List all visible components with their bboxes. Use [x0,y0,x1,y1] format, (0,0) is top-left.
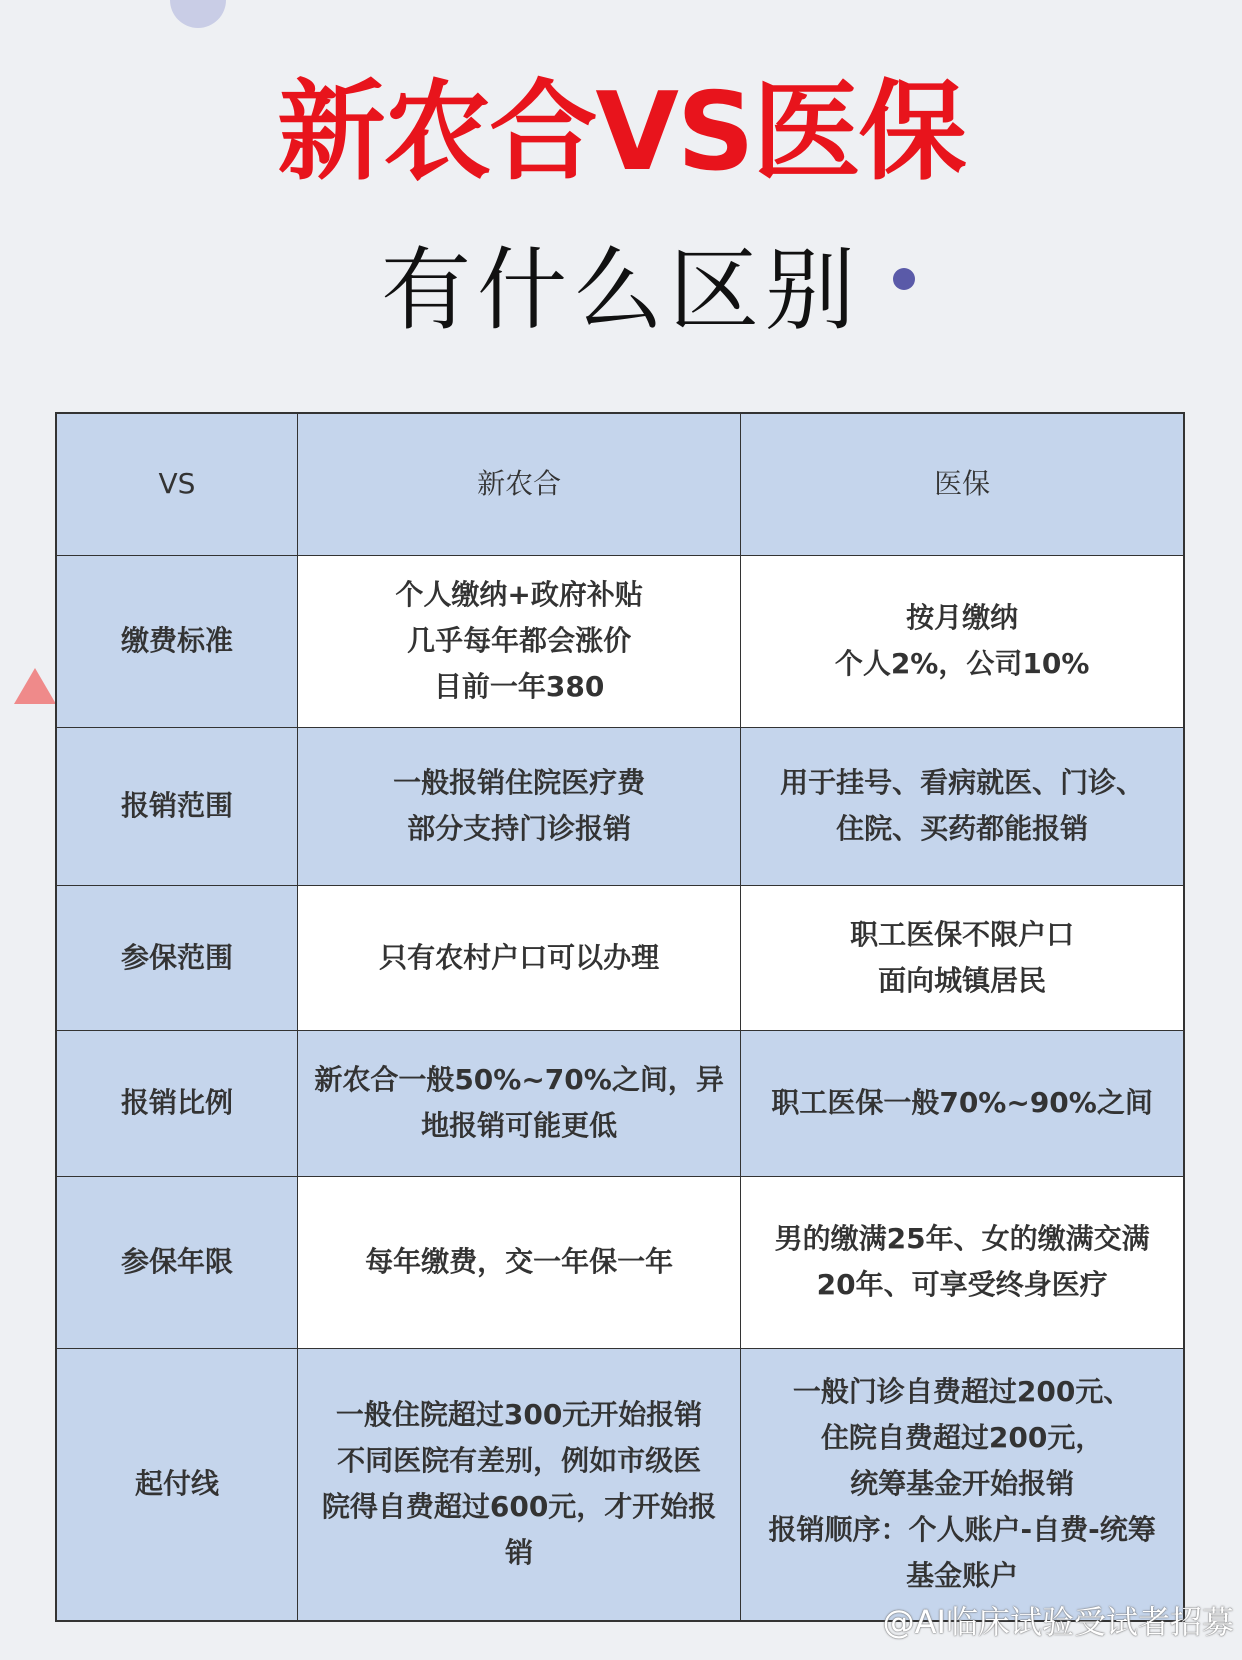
row-label: 参保年限 [56,1176,297,1348]
table-row [56,1176,1184,1348]
decorative-dot [893,268,915,290]
table-row [56,555,1184,727]
decorative-triangle [14,668,56,704]
table-cell: 职工医保不限户口 面向城镇居民 [741,885,1184,1030]
watermark: @AI临床试验受试者招募 [882,1603,1234,1641]
page-title: 新农合VS医保 [277,70,965,195]
page-subtitle: 有什么区别 [381,238,861,343]
table-cell: 一般住院超过300元开始报销 不同医院有差别，例如市级医 院得自费超过600元，才开始报 销 [297,1348,740,1621]
table-cell: 男的缴满25年、女的缴满交满 20年、可享受终身医疗 [741,1176,1184,1348]
row-label: 起付线 [56,1348,297,1621]
table-row [56,1348,1184,1621]
table-cell: 职工医保一般70%~90%之间 [741,1030,1184,1176]
table-cell: 按月缴纳 个人2%，公司10% [741,555,1184,727]
table-header-row [56,413,1184,555]
table-cell: 用于挂号、看病就医、门诊、 住院、买药都能报销 [741,727,1184,885]
row-label: 报销比例 [56,1030,297,1176]
row-label: 报销范围 [56,727,297,885]
row-label: 缴费标准 [56,555,297,727]
decorative-circle [170,0,226,28]
table-cell: 新农合一般50%~70%之间，异 地报销可能更低 [297,1030,740,1176]
table-row [56,885,1184,1030]
table-cell: 一般报销住院医疗费 部分支持门诊报销 [297,727,740,885]
header-cell: 新农合 [297,413,740,555]
table-cell: 个人缴纳+政府补贴 几乎每年都会涨价 目前一年380 [297,555,740,727]
comparison-table [55,412,1185,1622]
row-label: 参保范围 [56,885,297,1030]
header-cell: VS [56,413,297,555]
table-cell: 一般门诊自费超过200元、 住院自费超过200元， 统筹基金开始报销 报销顺序：个人账户-自费-统筹 基金账户 [741,1348,1184,1621]
table-cell: 每年缴费，交一年保一年 [297,1176,740,1348]
table-cell: 只有农村户口可以办理 [297,885,740,1030]
header-cell: 医保 [741,413,1184,555]
table-row [56,727,1184,885]
table-row [56,1030,1184,1176]
